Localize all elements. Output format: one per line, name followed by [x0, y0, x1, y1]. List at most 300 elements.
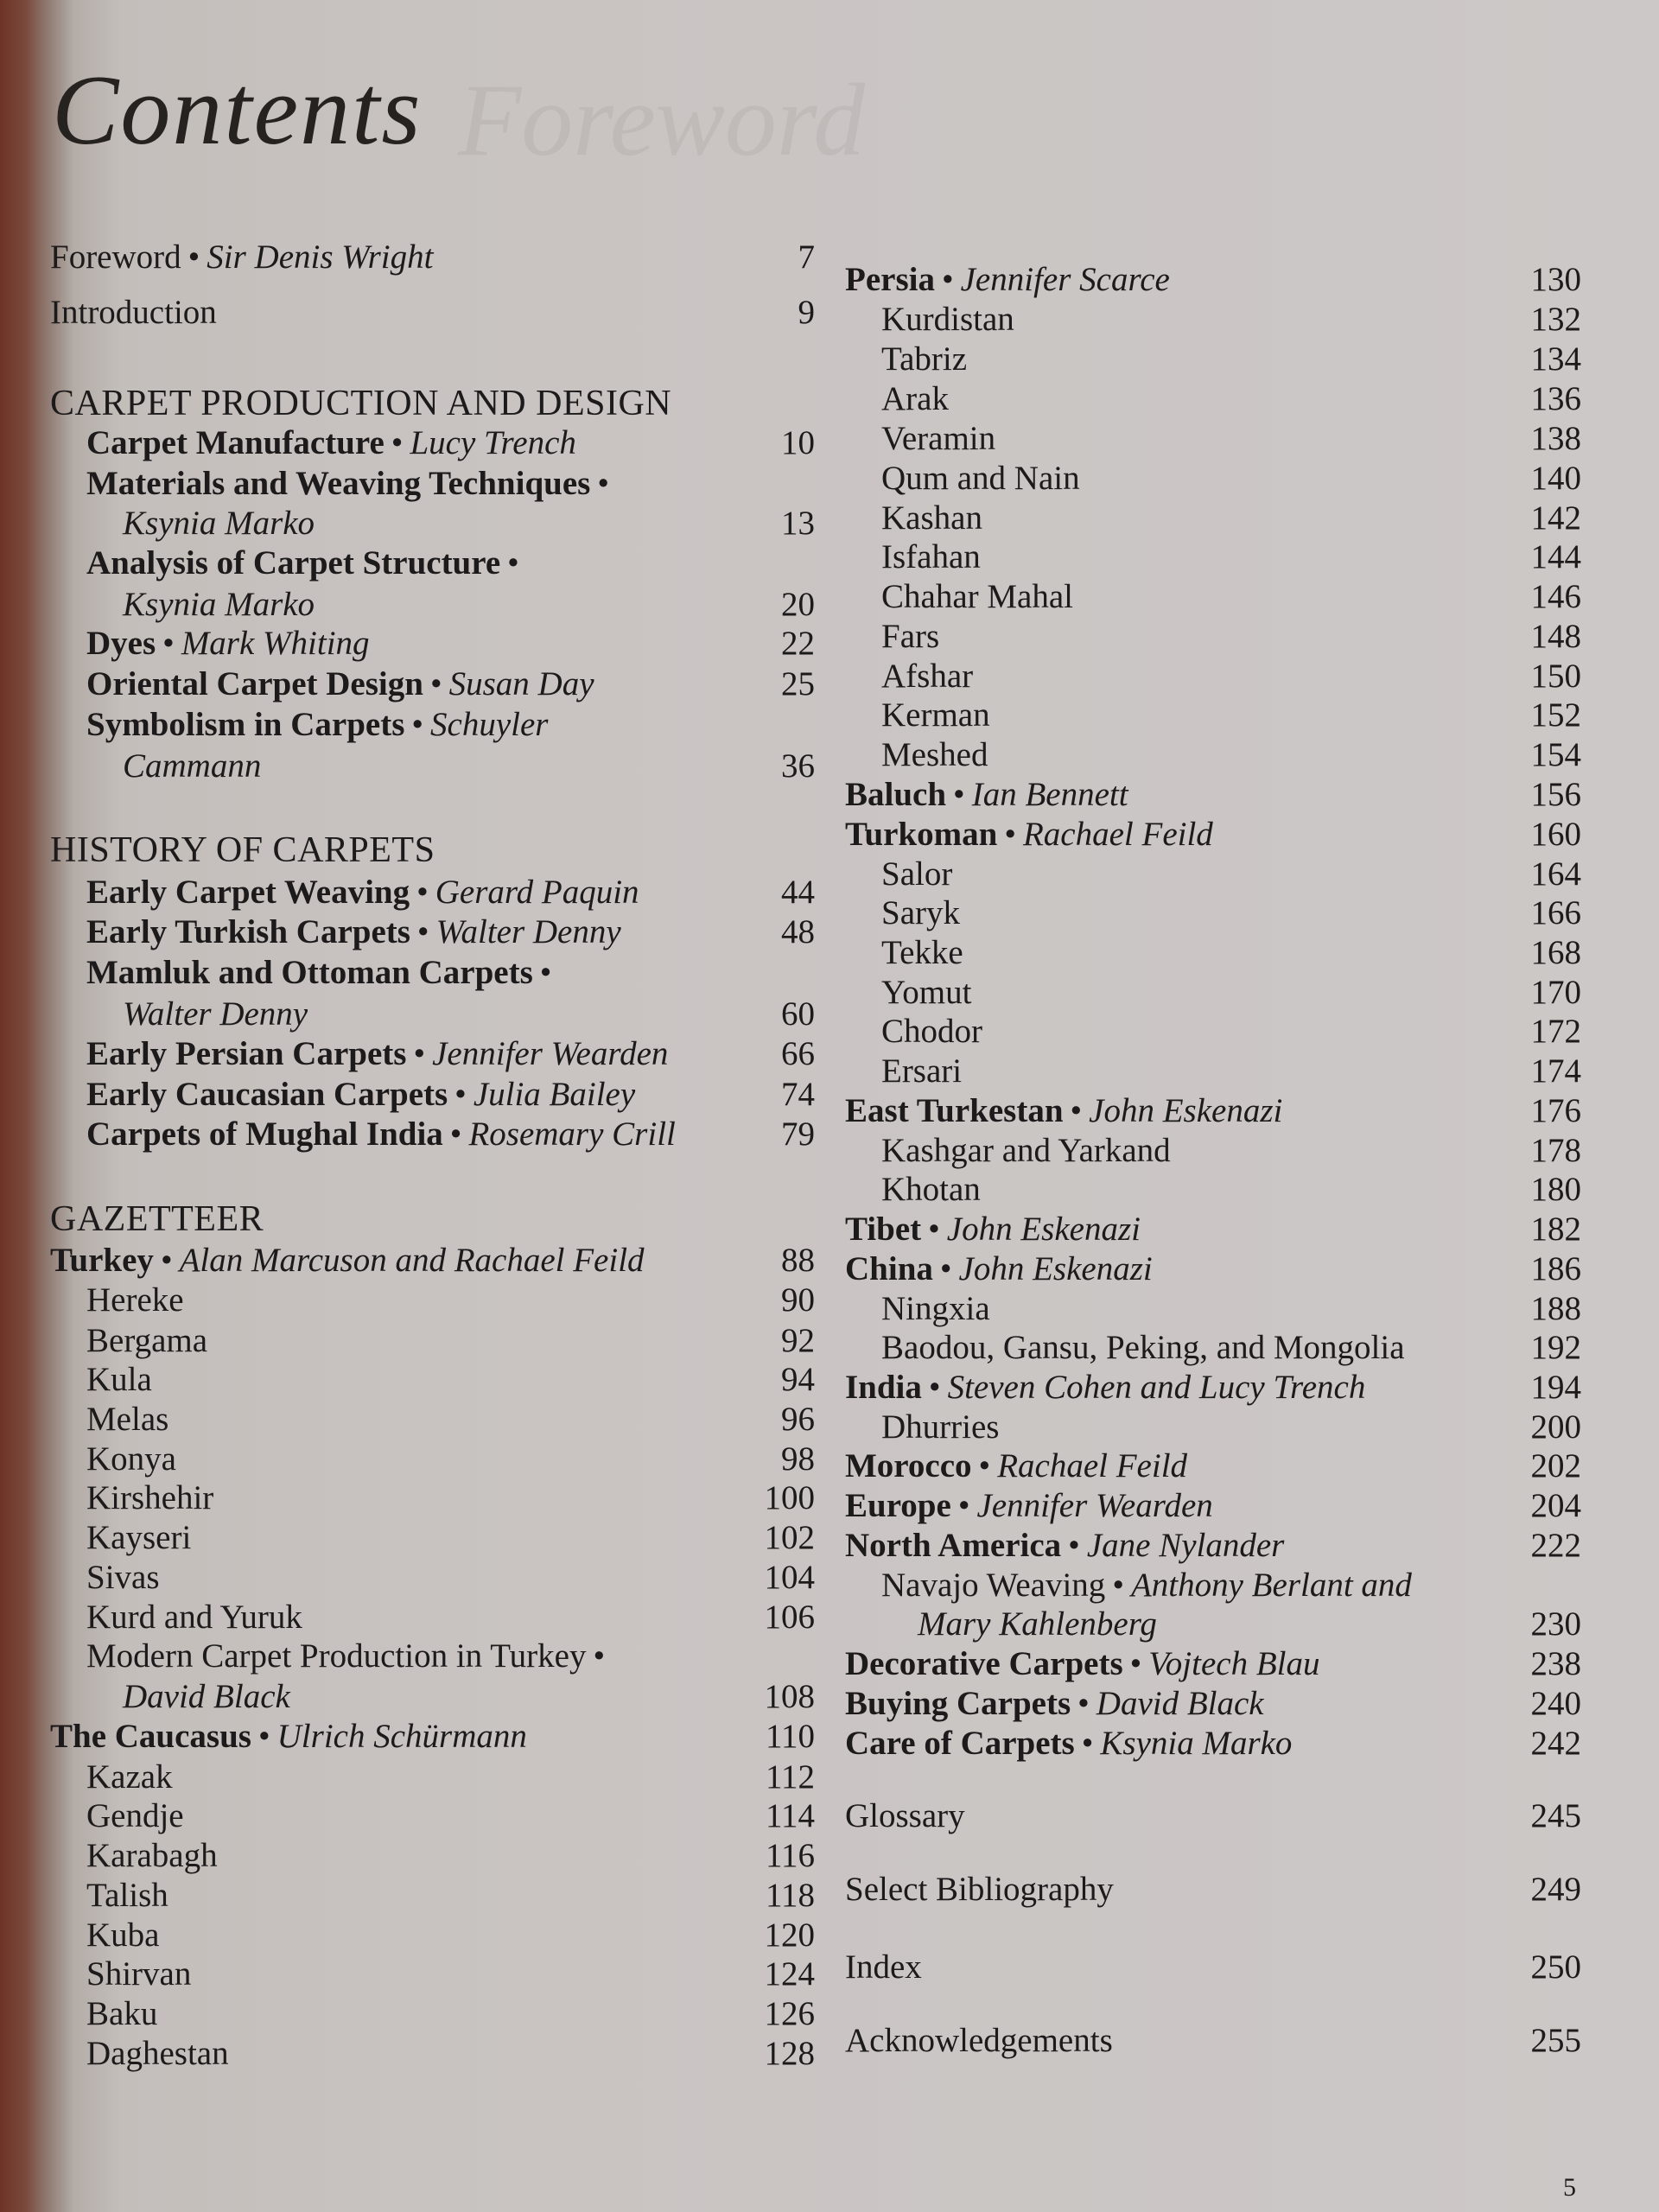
bullet-separator: • [597, 465, 609, 502]
entry-page-number: 142 [1530, 499, 1581, 537]
entry-title: Early Carpet Weaving [86, 874, 410, 911]
toc-entry-text [881, 618, 939, 656]
entry-page-number: 170 [1530, 974, 1581, 1011]
entry-author: Ulrich Schürmann [276, 1718, 527, 1755]
toc-entry-text [86, 913, 621, 951]
entry-page-number: 140 [1530, 460, 1581, 497]
bullet-separator: • [391, 424, 404, 461]
entry-page-number: 60 [781, 995, 815, 1033]
entry-title: Glossary [845, 1797, 965, 1834]
entry-title: Shirvan [86, 1955, 192, 1993]
bullet-separator: • [928, 1211, 940, 1248]
toc-entry-text [86, 1401, 168, 1439]
bullet-separator: • [449, 1116, 462, 1153]
toc-entry-text [123, 1678, 290, 1716]
toc-entry-text [86, 954, 558, 992]
entry-page-number: 230 [1530, 1605, 1581, 1643]
entry-page-number: 204 [1530, 1487, 1581, 1524]
toc-entry-text [86, 1995, 157, 2033]
toc-entry-text [86, 1361, 152, 1399]
entry-title: Morocco [845, 1447, 972, 1484]
entry-title: Ningxia [881, 1290, 990, 1327]
entry-title: Symbolism in Carpets [86, 706, 405, 743]
entry-author: Steven Cohen and Lucy Trench [947, 1369, 1366, 1406]
bullet-separator: • [539, 954, 552, 991]
toc-entry-text [86, 625, 370, 663]
toc-entry-text [50, 294, 217, 332]
toc-entry-text [86, 1797, 184, 1835]
entry-title: Afshar [881, 658, 974, 695]
entry-page-number: 240 [1530, 1685, 1581, 1722]
entry-author: Jane Nylander [1086, 1527, 1285, 1564]
bullet-separator: • [507, 544, 519, 582]
toc-entry-text [86, 706, 548, 744]
bullet-separator: • [416, 874, 429, 911]
entry-page-number: 88 [781, 1242, 815, 1279]
bullet-separator: • [957, 1487, 970, 1524]
entry-page-number: 116 [765, 1837, 815, 1874]
entry-title: Persia [845, 261, 935, 298]
entry-author: Rosemary Crill [468, 1116, 676, 1153]
toc-entry-text [123, 586, 315, 624]
entry-author: Anthony Berlant and [1130, 1567, 1412, 1604]
toc-entry-text [845, 1797, 965, 1835]
section-heading: GAZETTEER [50, 1199, 264, 1239]
toc-entry-text [881, 855, 952, 893]
page-number: 5 [1563, 2173, 1576, 2202]
entry-author: John Eskenazi [1089, 1092, 1283, 1129]
toc-entry-text [845, 816, 1213, 854]
entry-page-number: 146 [1530, 578, 1581, 615]
toc-entry-text [86, 1637, 612, 1675]
toc-entry-text [881, 380, 949, 418]
toc-entry-text [881, 1408, 999, 1446]
toc-entry-text [881, 1171, 981, 1209]
entry-page-number: 166 [1530, 894, 1581, 931]
entry-title: Fars [881, 618, 940, 655]
section-heading: HISTORY OF CARPETS [50, 830, 435, 870]
entry-page-number: 124 [764, 1955, 815, 1993]
entry-page-number: 74 [781, 1076, 815, 1113]
toc-entry-text [86, 465, 616, 503]
toc-entry-text [881, 538, 981, 576]
toc-entry-text [881, 974, 971, 1012]
entry-page-number: 20 [781, 586, 815, 623]
toc-entry-text [845, 1447, 1187, 1485]
entry-page-number: 192 [1530, 1329, 1581, 1366]
bullet-separator: • [162, 625, 175, 662]
toc-entry-text [86, 1479, 213, 1517]
bullet-separator: • [1004, 816, 1016, 853]
entry-page-number: 132 [1530, 301, 1581, 338]
bullet-separator: • [413, 1035, 426, 1072]
entry-title: Kuba [86, 1916, 160, 1954]
entry-author: Gerard Paquin [435, 874, 639, 911]
entry-title: Melas [86, 1401, 169, 1438]
entry-title: Chahar Mahal [881, 578, 1074, 615]
entry-title: Ksynia Marko [123, 586, 315, 623]
entry-page-number: 22 [781, 625, 815, 662]
bullet-separator: • [1070, 1092, 1083, 1129]
entry-title: Cammann [123, 747, 262, 785]
toc-entry-text [881, 1567, 1412, 1605]
toc-entry-text [845, 1645, 1319, 1683]
toc-entry-text [86, 1035, 668, 1073]
toc-entry-text [845, 2022, 1113, 2060]
bullet-separator: • [593, 1637, 606, 1675]
toc-entry-text [881, 736, 988, 774]
bullet-separator: • [1112, 1567, 1124, 1604]
entry-title: Early Caucasian Carpets [86, 1076, 448, 1113]
toc-entry-text [86, 1116, 676, 1154]
entry-page-number: 90 [781, 1281, 815, 1319]
entry-title: Chodor [881, 1013, 982, 1050]
toc-entry-text [86, 1758, 173, 1796]
toc-entry-text [881, 1290, 990, 1328]
entry-page-number: 106 [764, 1599, 815, 1636]
entry-page-number: 249 [1530, 1871, 1581, 1908]
entry-title: Early Persian Carpets [86, 1035, 407, 1072]
entry-page-number: 36 [781, 747, 815, 785]
bullet-separator: • [188, 238, 200, 276]
toc-entry-text [50, 1200, 264, 1239]
entry-title: Kashgar and Yarkand [881, 1132, 1171, 1169]
toc-entry-text [845, 1725, 1292, 1763]
toc-entry-text [845, 1685, 1264, 1723]
toc-entry-text [881, 460, 1080, 498]
toc-entry-text [86, 1559, 160, 1597]
page-title: Contents [52, 55, 423, 166]
entry-title: Foreword [50, 238, 181, 276]
entry-title: Konya [86, 1440, 176, 1478]
toc-entry-text [50, 1242, 645, 1280]
entry-author: Jennifer Wearden [976, 1487, 1213, 1524]
bullet-separator: • [160, 1242, 173, 1279]
entry-author: John Eskenazi [958, 1250, 1153, 1287]
entry-title: Ksynia Marko [123, 505, 315, 542]
entry-title: Carpet Manufacture [86, 424, 385, 461]
entry-page-number: 25 [781, 665, 815, 702]
entry-title: Index [845, 1948, 922, 1986]
toc-entry-text [881, 340, 967, 378]
entry-title: Tibet [845, 1211, 922, 1248]
toc-entry-text [881, 499, 982, 537]
entry-author: Ksynia Marko [1100, 1725, 1293, 1762]
entry-title: Tekke [881, 934, 963, 971]
entry-title: Select Bibliography [845, 1871, 1114, 1908]
entry-title: Yomut [881, 974, 972, 1011]
entry-title: Kazak [86, 1758, 173, 1796]
entry-title: Kayseri [86, 1519, 192, 1556]
entry-title: Dhurries [881, 1408, 1000, 1446]
entry-author: Rachael Feild [997, 1447, 1188, 1484]
entry-author: John Eskenazi [946, 1211, 1141, 1248]
entry-page-number: 242 [1530, 1725, 1581, 1762]
entry-title: Mary Kahlenberg [918, 1605, 1157, 1643]
entry-page-number: 118 [765, 1877, 815, 1914]
entry-title: Talish [86, 1877, 168, 1914]
entry-page-number: 238 [1530, 1645, 1581, 1682]
entry-title: Early Turkish Carpets [86, 913, 410, 950]
entry-page-number: 94 [781, 1361, 815, 1398]
entry-page-number: 10 [781, 424, 815, 461]
toc-entry-text [50, 831, 435, 870]
entry-page-number: 128 [764, 2035, 815, 2072]
toc-entry-text [881, 894, 960, 932]
entry-page-number: 9 [798, 294, 815, 331]
entry-author: Jennifer Scarce [960, 261, 1170, 298]
entry-page-number: 112 [765, 1758, 815, 1796]
toc-entry-text [845, 1487, 1213, 1525]
entry-title: Acknowledgements [845, 2022, 1113, 2059]
bullet-separator: • [953, 776, 965, 813]
entry-author: Walter Denny [435, 913, 621, 950]
entry-page-number: 108 [764, 1678, 815, 1715]
toc-entry-text [86, 1599, 302, 1637]
toc-entry-text [881, 1329, 1405, 1367]
entry-page-number: 7 [798, 238, 815, 276]
entry-page-number: 134 [1530, 340, 1581, 378]
toc-entry-text [881, 1052, 962, 1090]
entry-title: Ersari [881, 1052, 963, 1090]
entry-title: Baodou, Gansu, Peking, and Mongolia [881, 1329, 1405, 1366]
entry-title: Sivas [86, 1559, 160, 1596]
show-through-text: Foreword [458, 62, 866, 177]
entry-title: Tabriz [881, 340, 968, 378]
entry-title: Kirshehir [86, 1479, 214, 1516]
entry-title: Kerman [881, 696, 990, 734]
bullet-separator: • [1129, 1645, 1142, 1682]
entry-page-number: 96 [781, 1401, 815, 1438]
entry-title: Analysis of Carpet Structure [86, 544, 501, 582]
entry-page-number: 160 [1530, 816, 1581, 853]
entry-page-number: 188 [1530, 1290, 1581, 1327]
entry-author: Ian Bennett [971, 776, 1128, 813]
toc-entry-text [881, 696, 990, 734]
entry-page-number: 178 [1530, 1132, 1581, 1169]
toc-entry-text [845, 1871, 1114, 1909]
bullet-separator: • [928, 1369, 941, 1406]
entry-page-number: 98 [781, 1440, 815, 1478]
entry-title: Mamluk and Ottoman Carpets [86, 954, 533, 991]
entry-author: Julia Bailey [473, 1076, 636, 1113]
toc-entry-text [123, 995, 308, 1033]
entry-title: Oriental Carpet Design [86, 665, 423, 702]
entry-title: Europe [845, 1487, 951, 1524]
toc-entry-text [845, 1211, 1141, 1249]
entry-page-number: 176 [1530, 1092, 1581, 1129]
toc-entry-text [50, 385, 671, 423]
section-heading: CARPET PRODUCTION AND DESIGN [50, 384, 672, 423]
entry-page-number: 110 [765, 1718, 815, 1755]
entry-title: Turkoman [845, 816, 998, 853]
entry-title: Qum and Nain [881, 460, 1080, 497]
toc-entry-text [881, 578, 1073, 616]
entry-title: Kurdistan [881, 301, 1014, 338]
entry-author: Sir Denis Wright [207, 238, 434, 276]
entry-title: Decorative Carpets [845, 1645, 1123, 1682]
toc-entry-text [845, 1369, 1365, 1407]
entry-page-number: 100 [764, 1479, 815, 1516]
bullet-separator: • [978, 1447, 991, 1484]
entry-page-number: 168 [1530, 934, 1581, 971]
entry-page-number: 202 [1530, 1447, 1581, 1484]
entry-title: Kashan [881, 499, 982, 537]
entry-author: Schuyler [430, 706, 549, 743]
entry-page-number: 174 [1530, 1052, 1581, 1090]
entry-title: North America [845, 1527, 1062, 1564]
entry-page-number: 120 [764, 1916, 815, 1954]
toc-entry-text [86, 1322, 207, 1360]
entry-page-number: 164 [1530, 855, 1581, 893]
entry-page-number: 172 [1530, 1013, 1581, 1050]
entry-title: Meshed [881, 736, 988, 773]
entry-page-number: 194 [1530, 1369, 1581, 1406]
entry-title: Saryk [881, 894, 960, 931]
bullet-separator: • [257, 1718, 270, 1755]
toc-entry-text [845, 261, 1170, 299]
entry-page-number: 79 [781, 1116, 815, 1153]
entry-page-number: 104 [764, 1559, 815, 1596]
toc-entry-text [86, 1440, 176, 1478]
entry-title: Baku [86, 1995, 158, 2032]
toc-entry-text [86, 1076, 635, 1114]
toc-entry-text [881, 934, 963, 972]
entry-title: Carpets of Mughal India [86, 1116, 443, 1153]
toc-entry-text [86, 665, 594, 703]
entry-title: Buying Carpets [845, 1685, 1071, 1722]
toc-entry-text [86, 2035, 229, 2073]
entry-page-number: 144 [1530, 538, 1581, 575]
entry-page-number: 48 [781, 913, 815, 950]
entry-page-number: 250 [1530, 1948, 1581, 1986]
entry-title: Care of Carpets [845, 1725, 1075, 1762]
entry-page-number: 150 [1530, 658, 1581, 695]
entry-page-number: 114 [765, 1797, 815, 1834]
toc-entry-text [881, 1132, 1171, 1170]
entry-title: Arak [881, 380, 949, 417]
entry-page-number: 200 [1530, 1408, 1581, 1446]
toc-entry-text [881, 301, 1014, 339]
toc-entry-text [86, 424, 576, 462]
entry-page-number: 255 [1530, 2022, 1581, 2059]
bullet-separator: • [454, 1076, 467, 1113]
entry-title: East Turkestan [845, 1092, 1064, 1129]
entry-title: Dyes [86, 625, 156, 662]
entry-page-number: 44 [781, 874, 815, 911]
entry-page-number: 136 [1530, 380, 1581, 417]
toc-entry-text [86, 544, 526, 582]
entry-page-number: 148 [1530, 618, 1581, 655]
entry-title: Khotan [881, 1171, 981, 1208]
toc-entry-text [50, 1718, 527, 1756]
entry-title: Bergama [86, 1322, 208, 1359]
entry-title: Isfahan [881, 538, 981, 575]
entry-title: Walter Denny [123, 995, 308, 1033]
entry-author: Lucy Trench [410, 424, 576, 461]
entry-title: China [845, 1250, 933, 1287]
bullet-separator: • [939, 1250, 952, 1287]
entry-page-number: 182 [1530, 1211, 1581, 1248]
toc-entry-text [881, 420, 995, 458]
entry-page-number: 156 [1530, 776, 1581, 813]
entry-author: Susan Day [448, 665, 594, 702]
entry-title: Turkey [50, 1242, 154, 1279]
entry-title: India [845, 1369, 922, 1406]
bullet-separator: • [429, 665, 442, 702]
entry-page-number: 222 [1530, 1527, 1581, 1564]
toc-entry-text [845, 1948, 922, 1986]
toc-entry-text [50, 238, 433, 276]
entry-title: Daghestan [86, 2035, 229, 2072]
entry-page-number: 130 [1530, 261, 1581, 298]
entry-page-number: 180 [1530, 1171, 1581, 1208]
entry-title: Gendje [86, 1797, 184, 1834]
entry-title: Kurd and Yuruk [86, 1599, 302, 1636]
toc-entry-text [123, 505, 315, 543]
entry-page-number: 154 [1530, 736, 1581, 773]
entry-author: Rachael Feild [1022, 816, 1213, 853]
toc-entry-text [918, 1605, 1157, 1643]
entry-page-number: 245 [1530, 1797, 1581, 1834]
bullet-separator: • [941, 261, 954, 298]
toc-entry-text [86, 1916, 159, 1955]
bullet-separator: • [411, 706, 424, 743]
toc-entry-text [881, 658, 973, 696]
entry-title: Hereke [86, 1281, 184, 1319]
entry-title: Navajo Weaving [881, 1567, 1106, 1604]
toc-entry-text [86, 1519, 191, 1557]
toc-entry-text [123, 747, 261, 785]
entry-author: David Black [1096, 1685, 1264, 1722]
toc-entry-text [845, 1527, 1284, 1565]
entry-page-number: 102 [764, 1519, 815, 1556]
entry-author: Vojtech Blau [1148, 1645, 1320, 1682]
entry-title: Kula [86, 1361, 152, 1398]
toc-entry-text [86, 1837, 218, 1875]
entry-page-number: 92 [781, 1322, 815, 1359]
entry-page-number: 13 [781, 505, 815, 542]
entry-title: The Caucasus [50, 1718, 251, 1755]
entry-page-number: 66 [781, 1035, 815, 1072]
entry-title: Salor [881, 855, 953, 893]
entry-title: Karabagh [86, 1837, 218, 1874]
toc-entry-text [86, 1281, 184, 1319]
entry-author: Alan Marcuson and Rachael Feild [179, 1242, 645, 1279]
toc-entry-text [845, 776, 1128, 814]
toc-entry-text [86, 1877, 168, 1915]
toc-entry-text [845, 1250, 1153, 1288]
entry-title: Introduction [50, 294, 217, 331]
entry-page-number: 138 [1530, 420, 1581, 457]
entry-title: David Black [123, 1678, 290, 1715]
entry-title: Veramin [881, 420, 996, 457]
entry-page-number: 186 [1530, 1250, 1581, 1287]
entry-author: Mark Whiting [181, 625, 370, 662]
toc-entry-text [86, 1955, 191, 1993]
bullet-separator: • [416, 913, 429, 950]
entry-page-number: 126 [764, 1995, 815, 2032]
bullet-separator: • [1068, 1527, 1080, 1564]
entry-title: Materials and Weaving Techniques [86, 465, 591, 502]
toc-entry-text [845, 1092, 1282, 1130]
toc-entry-text [86, 874, 639, 912]
bullet-separator: • [1081, 1725, 1094, 1762]
entry-author: Jennifer Wearden [432, 1035, 669, 1072]
entry-page-number: 152 [1530, 696, 1581, 734]
entry-title: Modern Carpet Production in Turkey [86, 1637, 587, 1675]
bullet-separator: • [1077, 1685, 1090, 1722]
